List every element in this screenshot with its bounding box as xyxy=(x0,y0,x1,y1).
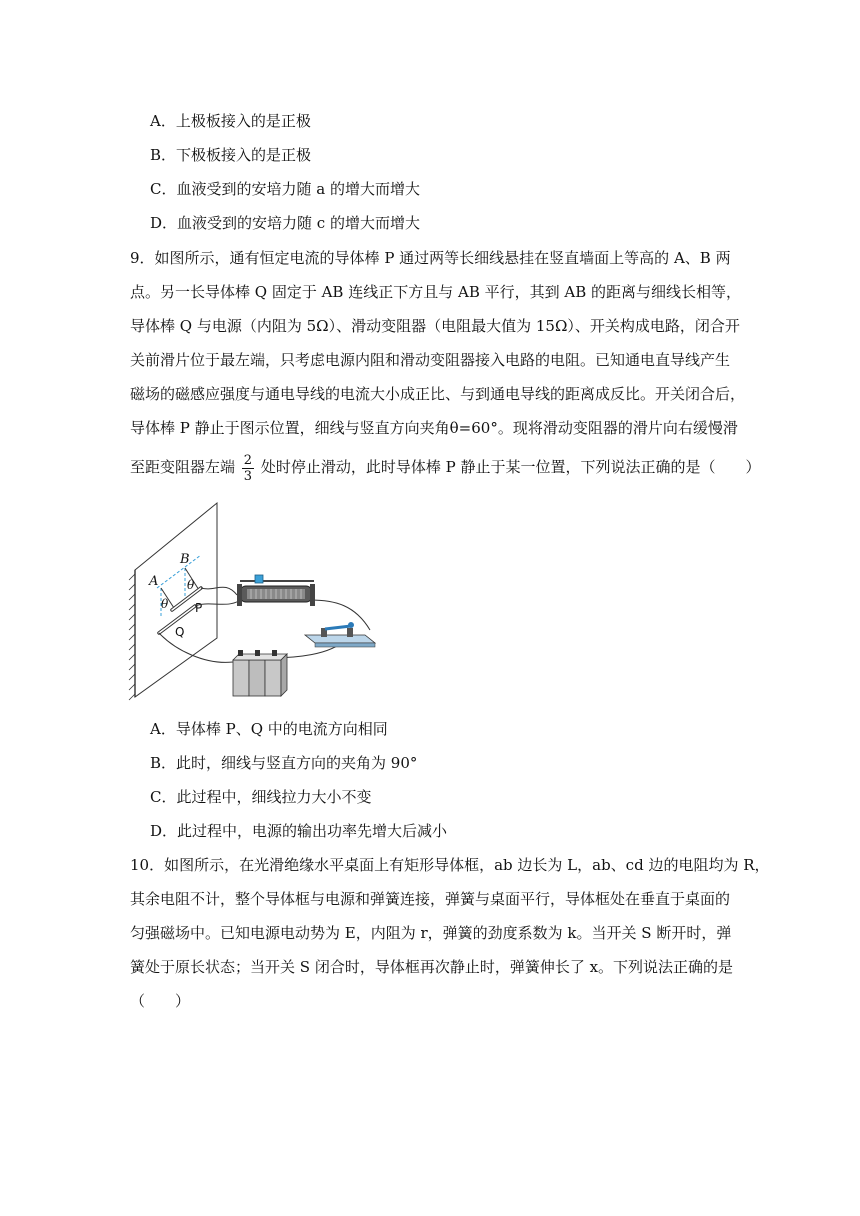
q8-option-d: D．血液受到的安培力随 c 的增大而增大 xyxy=(150,214,420,232)
q9-stem-line-7-before: 至距变阻器左端 xyxy=(130,458,236,476)
q10-stem-line-5: （ ） xyxy=(130,992,191,1010)
q9-stem-line-7-after: 处时停止滑动，此时导体棒 P 静止于某一位置，下列说法正确的是（ ） xyxy=(260,458,761,476)
label-a: A xyxy=(149,574,159,589)
wall-hatching xyxy=(129,574,135,700)
fraction-numerator: 2 xyxy=(243,452,253,468)
q9-stem-line-3: 导体棒 Q 与电源（内阻为 5Ω）、滑动变阻器（电阻最大值为 15Ω）、开关构成电路，闭合开 xyxy=(130,317,740,335)
wall-panel xyxy=(135,503,217,697)
q8-option-c: C．血液受到的安培力随 a 的增大而增大 xyxy=(150,180,420,198)
q9-stem-line-7 xyxy=(130,452,761,483)
q9-stem-line-6: 导体棒 P 静止于图示位置，细线与竖直方向夹角θ=60°。现将滑动变阻器的滑片向右缓慢滑 xyxy=(130,419,738,437)
q10-stem-line-4: 簧处于原长状态；当开关 S 闭合时，导体框再次静止时，弹簧伸长了 x。下列说法正确的是 xyxy=(130,958,734,976)
q9-stem-line-5: 磁场的磁感应强度与通电导线的电流大小成正比、与到通电导线的距离成反比。开关闭合后， xyxy=(130,385,746,403)
label-b: B xyxy=(180,552,190,567)
q10-stem-line-3: 匀强磁场中。已知电源电动势为 E，内阻为 r，弹簧的劲度系数为 k。当开关 S 断开时，弹 xyxy=(130,924,732,942)
battery xyxy=(233,650,287,696)
q9-apparatus-figure xyxy=(125,500,395,705)
sliding-rheostat xyxy=(237,575,315,606)
q9-option-c: C．此过程中，细线拉力大小不变 xyxy=(150,788,372,806)
q9-option-d: D．此过程中，电源的输出功率先增大后减小 xyxy=(150,822,448,840)
q9-option-b: B．此时，细线与竖直方向的夹角为 90° xyxy=(150,754,418,772)
label-theta-right: θ xyxy=(187,578,195,592)
q9-stem-line-2: 点。另一长导体棒 Q 固定于 AB 连线正下方且与 AB 平行，其到 AB 的距离与细线长相等， xyxy=(130,283,742,301)
label-p: P xyxy=(195,601,203,615)
q8-option-b: B．下极板接入的是正极 xyxy=(150,146,312,164)
q10-stem-line-1: 10．如图所示，在光滑绝缘水平桌面上有矩形导体框，ab 边长为 L，ab、cd 边的电阻均为 R， xyxy=(130,856,770,874)
switch xyxy=(305,622,375,647)
label-q: Q xyxy=(175,625,185,639)
label-theta-left: θ xyxy=(161,597,169,611)
q9-option-a: A．导体棒 P、Q 中的电流方向相同 xyxy=(150,720,388,738)
q8-option-a: A．上极板接入的是正极 xyxy=(150,112,311,130)
q9-stem-line-4: 关前滑片位于最左端，只考虑电源内阻和滑动变阻器接入电路的电阻。已知通电直导线产生 xyxy=(130,351,731,369)
fraction-two-thirds xyxy=(242,454,254,483)
fraction-denominator: 3 xyxy=(243,468,253,484)
q9-stem-line-1: 9．如图所示，通有恒定电流的导体棒 P 通过两等长细线悬挂在竖直墙面上等高的 A、B 两 xyxy=(130,249,731,267)
q10-stem-line-2: 其余电阻不计，整个导体框与电源和弹簧连接，弹簧与桌面平行，导体框处在垂直于桌面的 xyxy=(130,890,731,908)
